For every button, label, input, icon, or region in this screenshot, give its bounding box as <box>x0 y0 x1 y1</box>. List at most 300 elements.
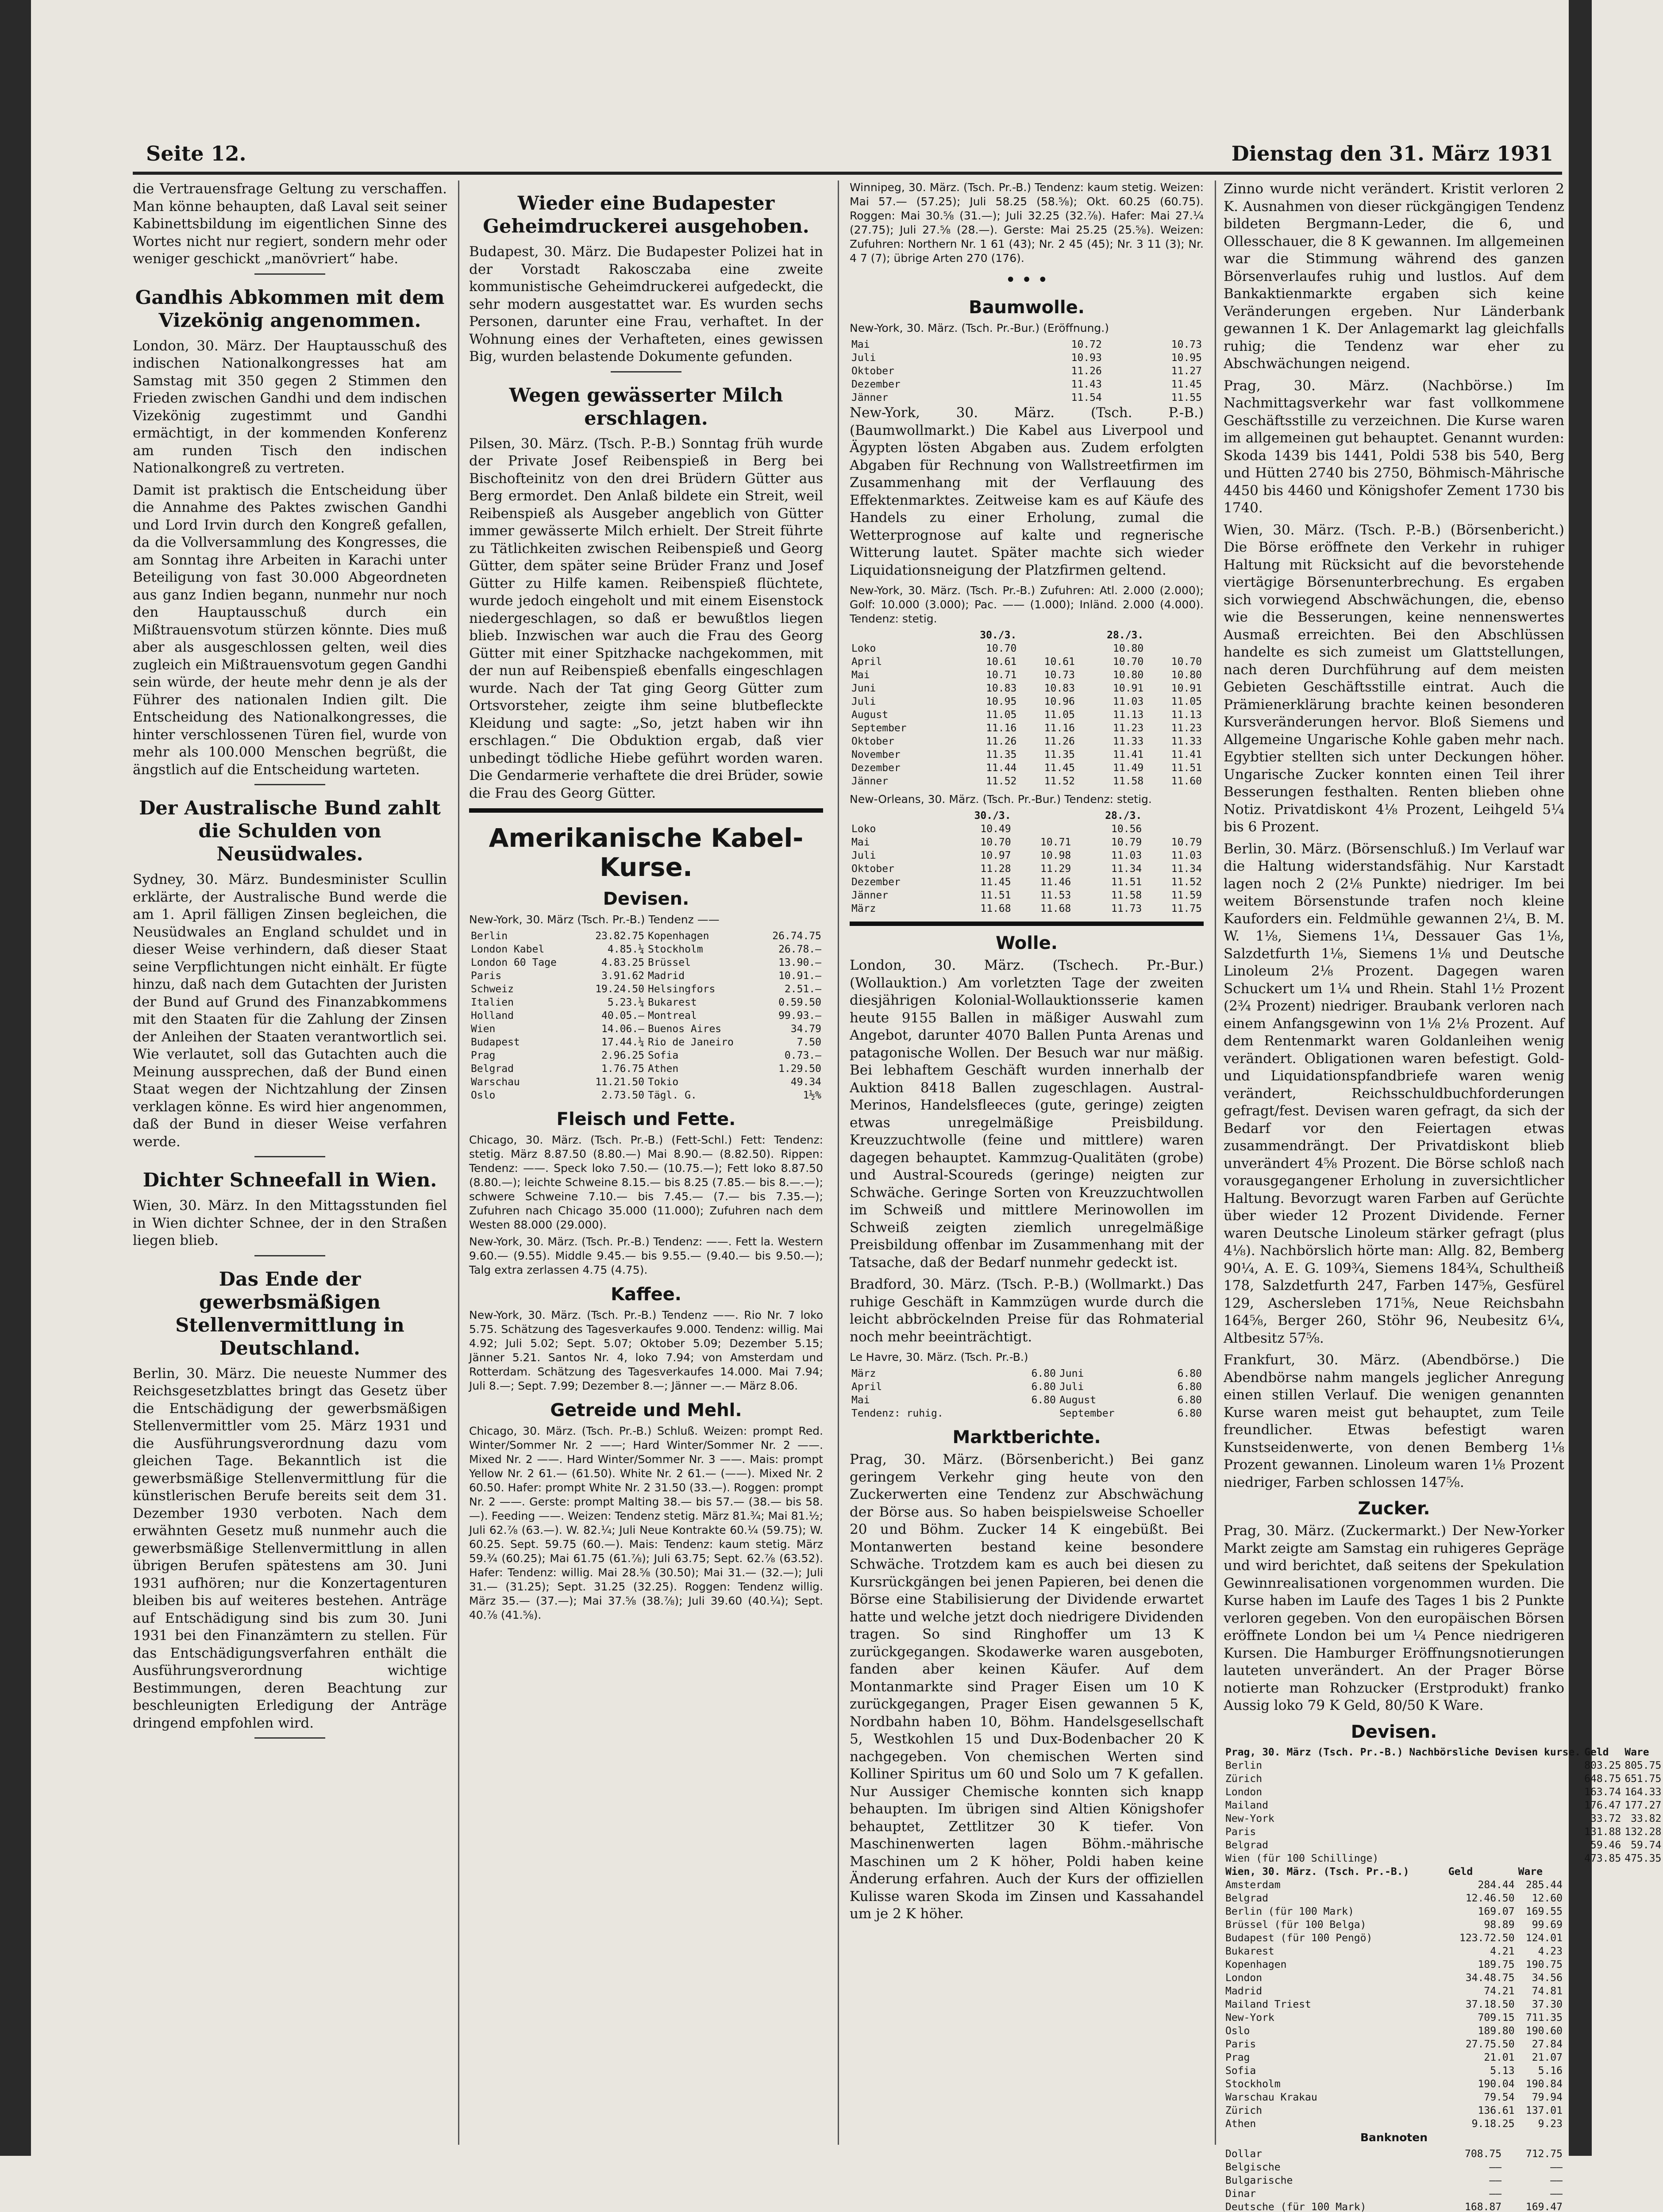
table-cell: Paris <box>1224 1825 1582 1839</box>
table-cell: Rio de Janeiro <box>646 1036 758 1049</box>
table-row <box>850 378 1204 391</box>
table-cell: 11.59 <box>1143 889 1204 902</box>
table-row <box>469 996 823 1009</box>
table-cell: 10.83 <box>950 682 1018 695</box>
headline-schnee: Dichter Schneefall in Wien. <box>133 1169 447 1192</box>
table-row <box>1224 1998 1564 2011</box>
table-cell: 4.83.25 <box>581 956 646 969</box>
table-cell: —— <box>1442 2161 1503 2174</box>
table-row <box>850 761 1204 775</box>
table-row <box>850 849 1204 862</box>
article-paragraph: Berlin, 30. März. (Börsenschluß.) Im Verlauf war die Haltung widerstandsfähig. Nur Karstadt lagen noch 2 (2⅛ Punkte) niedriger. Im bei weitem Börsenstunde trafen noch kleine Kauforders ein. Feldmühle gewannen 2¼, B. M. W. 1⅛, Siemens 1¼, Dessauer Gas 1⅛, Salzdetfurth 1⅛, Siemens 1⅛ und Deutsche Linoleum 2⅛ Prozent. Dagegen waren Schuckert um 1¼ und Rhein. Stahl 1½ Prozent (2¾ Prozent) niedriger. Braubank verloren nach einem Anfangsgewinn von 1⅛ 2⅛ Prozent. Auf dem Rentenmarkt waren Goldanleihen wenig verändert. Obligationen waren befestigt. Gold- und Liquidationspfandbriefe waren wenig verändert, Reichsschuldbuchforderungen gefragt/fest. Devisen waren gefragt, da sich der Bedarf vor den Feiertagen etwas zusammendrängt. Der Privatdiskont blieb unverändert 4⅝ Prozent. Die Börse schloß nach vorausgegangener Erholung in zuversichtlicher Haltung. Bevorzugt waren Farben auf Gerüchte über wieder 12 Prozent Dividende. Ferner waren Deutsche Linoleum stärker gefragt (plus 4⅛). Nachbörslich hörte man: Allg. 82, Bemberg 90¼, A. E. G. 109¾, Siemens 184¾, Schultheiß 178, Salzdetfurth 247, Farben 147⅝, Gesfürel 129, Aschersleben 171⅝, Neue Reichsbahn 164⅝, Berger 260, Stöhr 96, Neubesitz 6¼, Altbesitz 57⅝. <box>1224 841 1564 1348</box>
headline-gandhi: Gandhis Abkommen mit dem Vizekönig angenommen. <box>133 286 447 332</box>
table-row <box>850 748 1204 761</box>
column-divider <box>1215 180 1216 2145</box>
table-cell: 11.28 <box>942 862 1013 876</box>
table-cell: Mai <box>850 668 950 682</box>
section-title-baumwolle: Baumwolle. <box>850 297 1204 318</box>
table-row <box>850 1394 1204 1407</box>
table-row <box>469 1049 823 1062</box>
table-row <box>850 1407 1204 1420</box>
table-cell: September <box>850 722 950 735</box>
table-cell: 79.94 <box>1517 2091 1564 2104</box>
issue-date: Dienstag den 31. März 1931 <box>1232 142 1553 165</box>
market-report: New-York, 30. März. (Tsch. Pr.-B.) Zufuhren: Atl. 2.000 (2.000); Golf: 10.000 (3.000); Pac. —— (1.000); Inländ. 2.000 (4.000). Tendenz: stetig. <box>850 584 1204 626</box>
table-cell: 123.72.50 <box>1447 1932 1517 1945</box>
table-cell: Helsingfors <box>646 983 758 996</box>
table-cell: Berlin <box>1224 1759 1582 1772</box>
table-cell: 14.06.— <box>581 1022 646 1036</box>
table-cell: 10.72 <box>1004 338 1104 351</box>
table-cell: 28./3. <box>1077 629 1145 642</box>
table-cell: 5.13 <box>1447 2064 1517 2078</box>
table-cell: Mailand Triest <box>1224 1998 1447 2011</box>
table-cell: —— <box>1503 2187 1564 2200</box>
table-cell <box>1013 809 1073 822</box>
table-cell: 648.75 <box>1582 1772 1623 1786</box>
table-cell: 34.79 <box>758 1022 823 1036</box>
table-cell: 651.75 <box>1623 1772 1663 1786</box>
table-row <box>850 629 1204 642</box>
table-cell: 11.73 <box>1073 902 1143 915</box>
table-cell: 10.70 <box>1077 655 1145 668</box>
table-caption: Le Havre, 30. März. (Tsch. Pr.-B.) <box>850 1350 1204 1364</box>
table-cell: 712.75 <box>1503 2147 1564 2161</box>
wien-devisen-table <box>1224 1865 1564 2131</box>
table-cell: 11.16 <box>1018 722 1077 735</box>
table-row <box>469 1022 823 1036</box>
table-cell: —— <box>1442 2187 1503 2200</box>
table-cell: 10.70 <box>950 642 1018 655</box>
table-cell: 11.21.50 <box>581 1075 646 1089</box>
table-cell: Italien <box>469 996 581 1009</box>
table-cell: 30./3. <box>950 629 1018 642</box>
table-cell: 10.91.— <box>758 969 823 983</box>
table-cell: 9.23 <box>1517 2117 1564 2131</box>
table-row <box>1224 1852 1663 1865</box>
section-rule <box>469 808 823 813</box>
table-cell: 11.55 <box>1104 391 1204 404</box>
table-cell: 11.54 <box>1004 391 1104 404</box>
table-cell: Warschau Krakau <box>1224 2091 1447 2104</box>
table-cell: Tokio <box>646 1075 758 1089</box>
table-row <box>1224 1865 1564 1878</box>
table-cell: 13.90.— <box>758 956 823 969</box>
separator <box>254 784 325 785</box>
table-cell: 11.35 <box>950 748 1018 761</box>
table-cell: 10.61 <box>1018 655 1077 668</box>
article-paragraph: Prag, 30. März. (Börsenbericht.) Bei ganz geringem Verkehr ging heute von den Zuckerwerten eine Tendenz zur Abschwächung der Börse aus. So haben beispielsweise Schoeller 20 und Böhm. Zucker 14 K eingebüßt. Bei Montanwerten bestand keine besondere Schwäche. Trotzdem kam es auch bei diesen zu Kursrückgängen bei jenen Papieren, bei denen die Börse eine Stabilisierung der Dividende erwartet hatte und welche jetzt doch niedrigere Dividenden tragen. So sind Ringhoffer um 13 K zurückgegangen. Skodawerke waren ausgeboten, fanden aber keinen Käufer. Auf dem Montanmarkte sind Prager Eisen um 10 K zurückgegangen, Prager Eisen gewannen 5 K, Nordbahn haben 10, Böhm. Handelsgesellschaft 5, Westkohlen 15 und Dux-Bodenbacher 20 K nachgegeben. Von chemischen Werten sind Kolliner Spiritus um 60 und Solo um 7 K gefallen. Nur Aussiger Chemische konnten sich knapp behaupten. Im übrigen sind Altien Königshofer behauptet, Zettlitzer 30 K tiefer. Von Maschinenwerten lagen Böhm.-mährische Maschinen um 2 K höher, Poldi haben keine Änderung erfahren. Auch der Kurs der offiziellen Kulisse waren Skoda im Zinsen und Kassahandel um je 2 K höher. <box>850 1451 1204 1923</box>
table-row <box>469 1075 823 1089</box>
table-cell: —— <box>1503 2174 1564 2187</box>
page-number: Seite 12. <box>146 142 246 165</box>
table-cell: Warschau <box>469 1075 581 1089</box>
baumwolle-newyork-table <box>850 629 1204 788</box>
table-cell: Wien, 30. März. (Tsch. Pr.-B.) <box>1224 1865 1447 1878</box>
separator <box>254 1156 325 1157</box>
table-cell: 709.15 <box>1447 2011 1517 2024</box>
table-cell: Mai <box>850 1394 1010 1407</box>
table-row <box>850 708 1204 722</box>
table-cell: 11.52 <box>1018 775 1077 788</box>
table-row <box>1224 1918 1564 1932</box>
table-cell: Jänner <box>850 391 1004 404</box>
market-report: New-York, 30. März. (Tsch. Pr.-B.) Tendenz ——. Rio Nr. 7 loko 5.75. Schätzung des Tagesverkaufes 9.000. Tendenz: willig. Mai 4.92; Juli 5.02; Sept. 5.07; Oktober 5.09; Dezember 5.15; Jänner 5.21. Santos Nr. 4, loko 7.94; von Amsterdam und Rotterdam. Schätzung des Tagesverkaufes 14.000. Mai 7.94; Juli 8.—; Sept. 7.99; Dezember 8.—; Jänner —.— März 8.06. <box>469 1308 823 1393</box>
table-cell <box>1143 809 1204 822</box>
scan-left-edge <box>0 0 31 2156</box>
table-cell: 176.47 <box>1582 1799 1623 1812</box>
table-row <box>469 929 823 943</box>
table-cell: September <box>1058 1407 1156 1420</box>
table-cell: 6.80 <box>1156 1394 1204 1407</box>
article-paragraph: Sydney, 30. März. Bundesminister Scullin erklärte, der Australische Bund werde die am 1. April fälligen Zinsen begleichen, die Neusüdwales an England schuldet und in dieser Weise verhindern, daß dieser Staat seine Verpflichtungen nicht einhält. Er fügte hinzu, daß nach dem Gutachten der Juristen der Bund auf Grund des Finanzabkommens mit den Staaten für die Zahlung der Zinsen der Anleihen der Staaten verantwortlich sei. Wie verlautet, soll das Gutachten auch die Meinung aussprechen, daß der Bund einen Staat wegen der Nichtzahlung der Zinsen verklagen könne. Es wird hier angenommen, daß der Bund in dieser Weise verfahren werde. <box>133 871 447 1151</box>
table-row <box>1224 1799 1663 1812</box>
table-cell: 169.55 <box>1517 1905 1564 1918</box>
table-cell: 2.51.— <box>758 983 823 996</box>
table-cell: 11.52 <box>950 775 1018 788</box>
table-cell: 28./3. <box>1073 809 1143 822</box>
table-cell: Juli <box>850 351 1004 365</box>
havre-table <box>850 1367 1204 1420</box>
table-row <box>469 943 823 956</box>
table-cell: Tendenz: ruhig. <box>850 1407 1010 1420</box>
table-cell: Amsterdam <box>1224 1878 1447 1892</box>
table-cell: Jänner <box>850 775 950 788</box>
table-row <box>850 1380 1204 1394</box>
table-cell: 6.80 <box>1010 1394 1058 1407</box>
table-cell: 11.03 <box>1077 695 1145 708</box>
table-cell: 11.41 <box>1145 748 1204 761</box>
table-cell: 10.80 <box>1077 668 1145 682</box>
table-cell: 9.18.25 <box>1447 2117 1517 2131</box>
devisen-table <box>469 929 823 1102</box>
article-paragraph: Damit ist praktisch die Entscheidung über die Annahme des Paktes zwischen Gandhi und Lord Irvin durch den Kongreß gefallen, da die Vollversammlung des Kongresses, die am Sonntag ihre Arbeiten in Karachi unter Beteiligung von fast 30.000 Abgeordneten aus ganz Indien begann, nunmehr nur noch den Hauptausschuß durch ein Mißtrauensvotum stürzen könnte. Dies muß aber als ausgeschlossen gelten, weil dies zugleich ein Mißtrauensvotum gegen Gandhi sein würde, der heute mehr denn je als der Führer des nationalen Indien gilt. Die Entscheidung des Nationalkongresses, die hinter verschlossenen Türen fiel, wurde von mehr als 100.000 Menschen begrüßt, die ängstlich auf die Entscheidung warteten. <box>133 482 447 779</box>
section-title-devisen: Devisen. <box>1224 1722 1564 1742</box>
table-cell: 11.23 <box>1145 722 1204 735</box>
table-row <box>850 391 1204 404</box>
table-cell: 190.75 <box>1517 1958 1564 1971</box>
table-cell: 11.03 <box>1143 849 1204 862</box>
table-cell: 34.56 <box>1517 1971 1564 1985</box>
section-title-kabelkurse: Amerikanische Kabel-Kurse. <box>469 823 823 882</box>
table-cell: Brüssel <box>646 956 758 969</box>
table-cell: 34.48.75 <box>1447 1971 1517 1985</box>
table-cell: 132.28 <box>1623 1825 1663 1839</box>
table-cell: 4.85.¼ <box>581 943 646 956</box>
table-cell: 11.35 <box>1018 748 1077 761</box>
table-cell: Oktober <box>850 365 1004 378</box>
table-row <box>850 809 1204 822</box>
table-cell: Deutsche (für 100 Mark) <box>1224 2200 1442 2212</box>
table-row <box>1224 2024 1564 2038</box>
table-row <box>850 338 1204 351</box>
table-row <box>850 695 1204 708</box>
table-row <box>850 836 1204 849</box>
table-cell: Paris <box>1224 2038 1447 2051</box>
table-cell: 10.91 <box>1145 682 1204 695</box>
table-cell: 11.41 <box>1077 748 1145 761</box>
article-paragraph: Wien, 30. März. In den Mittagsstunden fiel in Wien dichter Schnee, der in den Straßen liegen blieb. <box>133 1197 447 1250</box>
table-cell: —— <box>1503 2161 1564 2174</box>
table-cell: Belgrad <box>1224 1839 1582 1852</box>
table-row <box>1224 1905 1564 1918</box>
table-cell: 6.80 <box>1010 1367 1058 1380</box>
table-row <box>1224 1839 1663 1852</box>
table-cell: 6.80 <box>1010 1380 1058 1394</box>
table-cell: 190.60 <box>1517 2024 1564 2038</box>
table-cell: Madrid <box>1224 1985 1447 1998</box>
table-row <box>1224 1759 1663 1772</box>
article-paragraph: Wien, 30. März. (Tsch. P.-B.) (Börsenbericht.) Die Börse eröffnete den Verkehr in ruhiger Haltung mit Rücksicht auf die bevorstehende viertägige Börsenunterbrechung. Es ergaben sich vorwiegend Abschwächungen, die, ebenso wie die Besserungen, keine nennenswertes Ausmaß erreichten. Bei den Abschlüssen handelte es sich zumeist um Glattstellungen, nach deren Durchführung auf dem meisten Gebieten Geschäftsstille eintrat. Auch die Prämienerklärung brachte keinen besonderen Kursveränderungen hervor. Bloß Siemens und Allgemeine Ungarische Kohle gaben mehr nach. Egybtier stellten sich unter Deckungen höher. Ungarische Zucker konnten einen Teil ihrer Besserungen festhalten. Renten blieben ohne Notiz. Privatdiskont 4⅛ Prozent, Leihgeld 5¼ bis 6 Prozent. <box>1224 522 1564 836</box>
banknoten-title: Banknoten <box>1224 2131 1564 2145</box>
table-cell: 11.75 <box>1143 902 1204 915</box>
table-cell: Sofia <box>646 1049 758 1062</box>
table-cell: 168.87 <box>1442 2200 1503 2212</box>
table-cell: 11.05 <box>1145 695 1204 708</box>
separator <box>611 371 681 373</box>
table-row <box>469 1062 823 1075</box>
table-row <box>1224 1812 1663 1825</box>
table-cell: 11.26 <box>950 735 1018 748</box>
table-row <box>850 902 1204 915</box>
table-cell: Bukarest <box>1224 1945 1447 1958</box>
table-cell: Prag <box>469 1049 581 1062</box>
article-continuation: die Vertrauensfrage Geltung zu verschaffen. Man könne behaupten, daß Laval seit seiner Kabinettsbildung im eigentlichen Sinne des Wortes nicht nur regiert, sondern mehr oder weniger geschickt „manövriert“ habe. <box>133 180 447 268</box>
separator <box>254 1255 325 1256</box>
table-cell: 49.34 <box>758 1075 823 1089</box>
table-row <box>850 775 1204 788</box>
table-cell: Budapest <box>469 1036 581 1049</box>
table-cell: Buenos Aires <box>646 1022 758 1036</box>
headline-budapest: Wieder eine Budapester Geheimdruckerei ausgehoben. <box>469 192 823 238</box>
table-cell: 708.75 <box>1442 2147 1503 2161</box>
table-cell: 137.01 <box>1517 2104 1564 2117</box>
table-cell: 11.05 <box>950 708 1018 722</box>
table-cell: Juli <box>850 695 950 708</box>
table-cell: 11.26 <box>1018 735 1077 748</box>
table-cell: 473.85 <box>1582 1852 1623 1865</box>
article-paragraph: Prag, 30. März. (Zuckermarkt.) Der New-Yorker Markt zeigte am Samstag ein ruhigeres Gepräge und wird berichtet, daß seitens der Spekulation Gewinnrealisationen vorgenommen wurden. Die Kurse haben im Laufe des Tages 1 bis 2 Punkte verloren gegeben. Von den europäischen Börsen eröffnete London bei um ¼ Pence niedrigeren Kursen. Die Hamburger Eröffnungsnotierungen lauteten unverändert. An der Prager Börse notierte man Rohzucker (Erstprodukt) franko Aussig loko 79 K Geld, 80/50 K Ware. <box>1224 1522 1564 1715</box>
table-cell: Tägl. G. <box>646 1089 758 1102</box>
section-title-kaffee: Kaffee. <box>469 1284 823 1305</box>
table-cell: 10.71 <box>1013 836 1073 849</box>
table-row <box>850 722 1204 735</box>
table-cell: 10.96 <box>1018 695 1077 708</box>
column-divider <box>838 180 839 2145</box>
table-cell: 136.61 <box>1447 2104 1517 2117</box>
table-row <box>1224 1786 1663 1799</box>
table-cell: Juli <box>1058 1380 1156 1394</box>
table-cell: 11.53 <box>1013 889 1073 902</box>
market-report: Chicago, 30. März. (Tsch. Pr.-B.) Schluß. Weizen: prompt Red. Winter/Sommer Nr. 2 ——; Hard Winter/Sommer Nr. 2 ——. Mixed Nr. 2 ——. Hard Winter/Sommer Nr. 3 ——. Mais: prompt Yellow Nr. 2 61.— (61.50). White Nr. 2 61.— (——). Mixed Nr. 2 60.50. Hafer: prompt White Nr. 2 31.50 (33.—). Roggen: prompt Nr. 2 ——. Gerste: prompt Malting 38.— bis 57.— (38.— bis 58.—). Feeding ——. Weizen: Tendenz stetig. März 81.¾; Mai 81.½; Juli 62.⅞ (63.—). W. 82.¼; Juli Neue Kontrakte 60.¼ (59.75); W. 60.25. Sept. 59.75 (60.—). Mais: Tendenz: kaum stetig. März 59.¾ (60.25); Mai 61.75 (61.⅞); Juli 63.75; Sept. 62.⅞ (63.52). Hafer: Tendenz: willig. Mai 28.⅝ (30.50); Mai 31.— (32.—); Juli 31.— (31.25); Sept. 31.25 (32.25). Roggen: Tendenz willig. März 35.— (37.—); Mai 37.⅝ (38.⅞); Juli 39.60 (40.¼); Sept. 40.⅞ (41.⅝). <box>469 1424 823 1622</box>
table-cell: 26.74.75 <box>758 929 823 943</box>
table-cell: 10.70 <box>1145 655 1204 668</box>
table-cell: 0.73.— <box>758 1049 823 1062</box>
table-cell: Madrid <box>646 969 758 983</box>
table-cell: Paris <box>469 969 581 983</box>
table-caption: New-York, 30. März (Tsch. Pr.-B.) Tendenz —— <box>469 913 823 927</box>
table-cell: Prag, 30. März (Tsch. Pr.-B.) Nachbörsliche Devisen kurse. <box>1224 1746 1582 1759</box>
table-cell: Jänner <box>850 889 942 902</box>
table-row <box>850 822 1204 836</box>
table-row <box>850 668 1204 682</box>
table-cell: 10.95 <box>1104 351 1204 365</box>
table-cell: Stockholm <box>646 943 758 956</box>
table-cell <box>1018 642 1077 655</box>
table-cell: Belgrad <box>469 1062 581 1075</box>
table-cell: 10.49 <box>942 822 1013 836</box>
table-row <box>1224 2051 1564 2064</box>
table-cell: Kopenhagen <box>1224 1958 1447 1971</box>
section-title-zucker: Zucker. <box>1224 1498 1564 1519</box>
table-cell: 3.91.62 <box>581 969 646 983</box>
table-row <box>1224 2161 1564 2174</box>
table-cell: Dinar <box>1224 2187 1442 2200</box>
table-cell <box>1145 629 1204 642</box>
table-row <box>469 969 823 983</box>
table-cell: 285.44 <box>1517 1878 1564 1892</box>
table-cell: 164.33 <box>1623 1786 1663 1799</box>
table-cell: Dezember <box>850 761 950 775</box>
table-cell: 33.82 <box>1623 1812 1663 1825</box>
baumwolle-neworleans-table <box>850 809 1204 915</box>
table-cell: 475.35 <box>1623 1852 1663 1865</box>
table-row <box>469 956 823 969</box>
table-cell <box>850 629 950 642</box>
table-cell: 11.29 <box>1013 862 1073 876</box>
table-row <box>1224 1985 1564 1998</box>
article-paragraph: Bradford, 30. März. (Tsch. P.-B.) (Wollmarkt.) Das ruhige Geschäft in Kammzügen wurde durch die leicht abbröckelnden Preise für das Rohmaterial noch mehr beeinträchtigt. <box>850 1276 1204 1346</box>
table-cell <box>1013 822 1073 836</box>
table-cell <box>850 809 942 822</box>
table-cell: 131.88 <box>1582 1825 1623 1839</box>
table-cell: 21.01 <box>1447 2051 1517 2064</box>
table-cell: 10.83 <box>1018 682 1077 695</box>
table-cell: Sofia <box>1224 2064 1447 2078</box>
table-cell: 10.98 <box>1013 849 1073 862</box>
table-cell: London Kabel <box>469 943 581 956</box>
section-title-fleisch: Fleisch und Fette. <box>469 1109 823 1129</box>
table-cell: 21.07 <box>1517 2051 1564 2064</box>
table-cell: Geld <box>1582 1746 1623 1759</box>
table-cell: 4.23 <box>1517 1945 1564 1958</box>
table-row <box>850 735 1204 748</box>
article-paragraph: London, 30. März. (Tschech. Pr.-Bur.) (Wollauktion.) Am vorletzten Tage der zweiten diesjährigen Kolonial-Wollauktionsserie kamen heute 9155 Ballen in mäßiger Auswahl zum Angebot, darunter 4070 Ballen Punta Arenas und patagonische Wollen. Der Besuch war nur mäßig. Bei lebhaftem Geschäft wurden innerhalb der Auktion 8418 Ballen zugeschlagen. Austral-Merinos, Handelsfleeces (gute, geringe) zeigten etwas unregelmäßige Preisbildung. Kreuzzuchtwolle (feine und mittlere) waren dagegen behauptet. Kammzug-Qualitäten (grobe) und Austral-Scoureds (geringe) neigten zur Schwäche. Geringe Sorten von Kreuzzuchtwollen im Schweiß und mittlere Merinowollen im Schweiß zeigten ziemlich unregelmäßige Preisbildung offenbar im Zusammenhang mit der Tatsache, daß der Bedarf nunmehr gedeckt ist. <box>850 957 1204 1271</box>
table-cell: 11.34 <box>1073 862 1143 876</box>
table-cell: 11.33 <box>1077 735 1145 748</box>
table-cell: 27.75.50 <box>1447 2038 1517 2051</box>
table-cell: Belgrad <box>1224 1892 1447 1905</box>
table-cell: Zürich <box>1224 2104 1447 2117</box>
table-row <box>1224 2147 1564 2161</box>
table-cell: London <box>1224 1786 1582 1799</box>
article-paragraph: Pilsen, 30. März. (Tsch. P.-B.) Sonntag früh wurde der Private Josef Reibenspieß in Berg bei Bischofteinitz von den drei Brüdern Gütter aus Berg ermordet. Den Anlaß bildete ein Streit, weil Reibenspieß als Ausgeber angeblich von Gütter immer gewässerte Milch erhielt. Der Streit führte zu Tätlichkeiten zwischen Reibenspieß und Georg Gütter, dem später seine Brüder Franz und Josef Gütter zu Hilfe kamen. Reibenspieß flüchtete, wurde jedoch eingeholt und mit einem Eisenstock niedergeschlagen, so daß er bewußtlos liegen blieb. Inzwischen war auch die Frau des Georg Gütter mit einer Spitzhacke nachgekommen, mit der nun auf Reibenspieß ebenfalls eingeschlagen wurde. Nach der Tat ging Georg Gütter zum Ortsvorsteher, zeigte ihm seine blutbefleckte Kleidung und sagte: „So, jetzt haben wir ihn erschlagen.“ Die Obduktion ergab, daß vier unbedingt tödliche Hiebe geführt worden waren. Die Gendarmerie verhaftete die drei Brüder, sowie die Frau des Georg Gütter. <box>469 435 823 803</box>
table-cell: 59.74 <box>1623 1839 1663 1852</box>
table-cell: 190.04 <box>1447 2078 1517 2091</box>
table-row <box>1224 1945 1564 1958</box>
table-cell: Oslo <box>469 1089 581 1102</box>
table-cell <box>1143 822 1204 836</box>
table-cell: —— <box>1442 2174 1503 2187</box>
table-cell: 7.50 <box>758 1036 823 1049</box>
table-cell: 10.80 <box>1145 668 1204 682</box>
table-cell: 59.46 <box>1582 1839 1623 1852</box>
banknoten-table <box>1224 2147 1564 2212</box>
table-cell <box>1145 642 1204 655</box>
table-cell: Holland <box>469 1009 581 1022</box>
table-cell: 284.44 <box>1447 1878 1517 1892</box>
table-cell: Bulgarische <box>1224 2174 1442 2187</box>
column-4 <box>1224 180 1564 2145</box>
table-cell: Ware <box>1623 1746 1663 1759</box>
table-cell: 5.23.¼ <box>581 996 646 1009</box>
table-cell: 11.49 <box>1077 761 1145 775</box>
table-cell: März <box>850 1367 1010 1380</box>
table-cell: 190.84 <box>1517 2078 1564 2091</box>
article-paragraph: London, 30. März. Der Hauptausschuß des indischen Nationalkongresses hat am Samstag mit 350 gegen 2 Stimmen den Frieden zwischen Gandhi und dem indischen Vizekönig zugestimmt und Gandhi ermächtigt, in der kommenden Konferenz am runden Tisch den indischen Nationalkongreß zu vertreten. <box>133 338 447 477</box>
table-cell: Oktober <box>850 735 950 748</box>
table-cell: Stockholm <box>1224 2078 1447 2091</box>
article-paragraph: Budapest, 30. März. Die Budapester Polizei hat in der Vorstadt Rakosczaba eine zweite kommunistische Geheimdruckerei aufgedeckt, die sehr modern ausgestattet war. Es wurden sechs Personen, darunter eine Frau, verhaftet. In der Wohnung eines der Verhafteten, eines gewissen Big, wurden belastende Dokumente gefunden. <box>469 243 823 366</box>
table-cell: 6.80 <box>1156 1407 1204 1420</box>
table-cell: August <box>850 708 950 722</box>
table-cell: New-York <box>1224 1812 1582 1825</box>
stars-divider: • • • <box>850 270 1204 290</box>
table-cell: August <box>1058 1394 1156 1407</box>
table-cell: Wien (für 100 Schillinge) <box>1224 1852 1582 1865</box>
section-title-marktberichte: Marktberichte. <box>850 1427 1204 1448</box>
table-row <box>850 351 1204 365</box>
table-cell: Prag <box>1224 2051 1447 2064</box>
table-row <box>1224 2011 1564 2024</box>
table-row <box>1224 2064 1564 2078</box>
article-paragraph: Prag, 30. März. (Nachbörse.) Im Nachmittagsverkehr war fast vollkommene Geschäftsstille zu verzeichnen. Die Kurse waren im allgemeinen gut behauptet. Genannt wurden: Skoda 1439 bis 1441, Poldi 538 bis 540, Berg und Hütten 2740 bis 2750, Böhmisch-Mährische 4450 bis 4460 und Königshofer Zement 1730 bis 1740. <box>1224 377 1564 517</box>
article-paragraph: Berlin, 30. März. Die neueste Nummer des Reichsgesetzblattes bringt das Gesetz über die Entschädigung der gewerbsmäßigen Stellenvermittler vom 25. März 1931 und die Ausführungsverordnung dazu vom gleichen Tage. Bekanntlich ist die gewerbsmäßige Stellenvermittlung für die künstlerischen Berufe bereits seit dem 31. Dezember 1930 verboten. Nach dem erwähnten Gesetz muß nunmehr auch die gewerbsmäßige Stellenvermittlung in allen übrigen Berufen spätestens am 30. Juni 1931 aufhören; nur die Konzertagenturen bleiben bis auf weiteres bestehen. Anträge auf Entschädigung sind bis zum 30. Juni 1931 bei den Finanzämtern zu stellen. Für das Entschädigungsverfahren enthält die Ausführungsverordnung wichtige Bestimmungen, deren Beachtung zur beschleunigten Erledigung der Anträge dringend empfohlen wird. <box>133 1365 447 1732</box>
table-cell: 163.74 <box>1582 1786 1623 1799</box>
table-cell: 11.45 <box>942 876 1013 889</box>
table-cell: Athen <box>1224 2117 1447 2131</box>
table-row <box>1224 2104 1564 2117</box>
table-cell: 1.29.50 <box>758 1062 823 1075</box>
table-cell: Schweiz <box>469 983 581 996</box>
table-cell: Ware <box>1517 1865 1564 1878</box>
section-rule <box>850 922 1204 926</box>
headline-australien: Der Australische Bund zahlt die Schulden von Neusüdwales. <box>133 797 447 866</box>
table-cell: 11.51 <box>942 889 1013 902</box>
table-cell: 12.60 <box>1517 1892 1564 1905</box>
table-cell: 10.93 <box>1004 351 1104 365</box>
table-row <box>850 365 1204 378</box>
table-cell: Zürich <box>1224 1772 1582 1786</box>
table-caption: New-York, 30. März. (Tsch. Pr.-Bur.) (Eröffnung.) <box>850 321 1204 335</box>
table-cell: 169.47 <box>1503 2200 1564 2212</box>
table-cell: Mai <box>850 338 1004 351</box>
table-cell: 74.21 <box>1447 1985 1517 1998</box>
table-cell: 10.70 <box>942 836 1013 849</box>
table-cell: 10.91 <box>1077 682 1145 695</box>
table-cell: April <box>850 1380 1010 1394</box>
table-cell: 10.79 <box>1143 836 1204 849</box>
table-row <box>850 642 1204 655</box>
article-paragraph: New-York, 30. März. (Tsch. P.-B.) (Baumwollmarkt.) Die Kabel aus Liverpool und Ägypten lösten Abgaben aus. Zudem erfolgten Abgaben für Rechnung von Wallstreetfirmen im Zusammenhang mit der Verflauung des Effektenmarktes. Zeitweise kam es auf Käufe des Handels zu einer Erholung, zumal die Wetterprognose auf kalte und regnerische Witterung lautet. Später machte sich wieder Liquidationsneigung der Platzfirmen geltend. <box>850 404 1204 579</box>
table-cell: 11.33 <box>1145 735 1204 748</box>
table-row <box>1224 1825 1663 1839</box>
article-paragraph: Frankfurt, 30. März. (Abendbörse.) Die Abendbörse nahm mangels jeglicher Anregung einen stillen Verlauf. Die wenigen genannten Kurse waren meist gut behauptet, zum Teile freundlicher. Etwas befestigt waren Kunstseidenwerte, von denen Bemberg 1⅛ Prozent gewannen. Linoleum waren 1⅛ Prozent niedriger, Farben schlossen 147⅝. <box>1224 1352 1564 1491</box>
table-row <box>1224 2038 1564 2051</box>
table-cell: 11.45 <box>1018 761 1077 775</box>
article-paragraph: Zinno wurde nicht verändert. Kristit verloren 2 K. Ausnahmen von dieser rückgängigen Tendenz bildeten Bergmann-Leder, die 6, und Ollesschauer, die 8 K gewannen. Im allgemeinen war die Stimmung während des ganzen Börsenverlaufes ruhig und lustlos. Auf dem Bankaktienmarkte ergaben sich keine Veränderungen ergeben. Nur Länderbank gewannen 1 K. Der Anlagemarkt lag gleichfalls ruhig; die Tendenz war eher zu Abschwächungen neigend. <box>1224 180 1564 373</box>
table-cell: 4.21 <box>1447 1945 1517 1958</box>
